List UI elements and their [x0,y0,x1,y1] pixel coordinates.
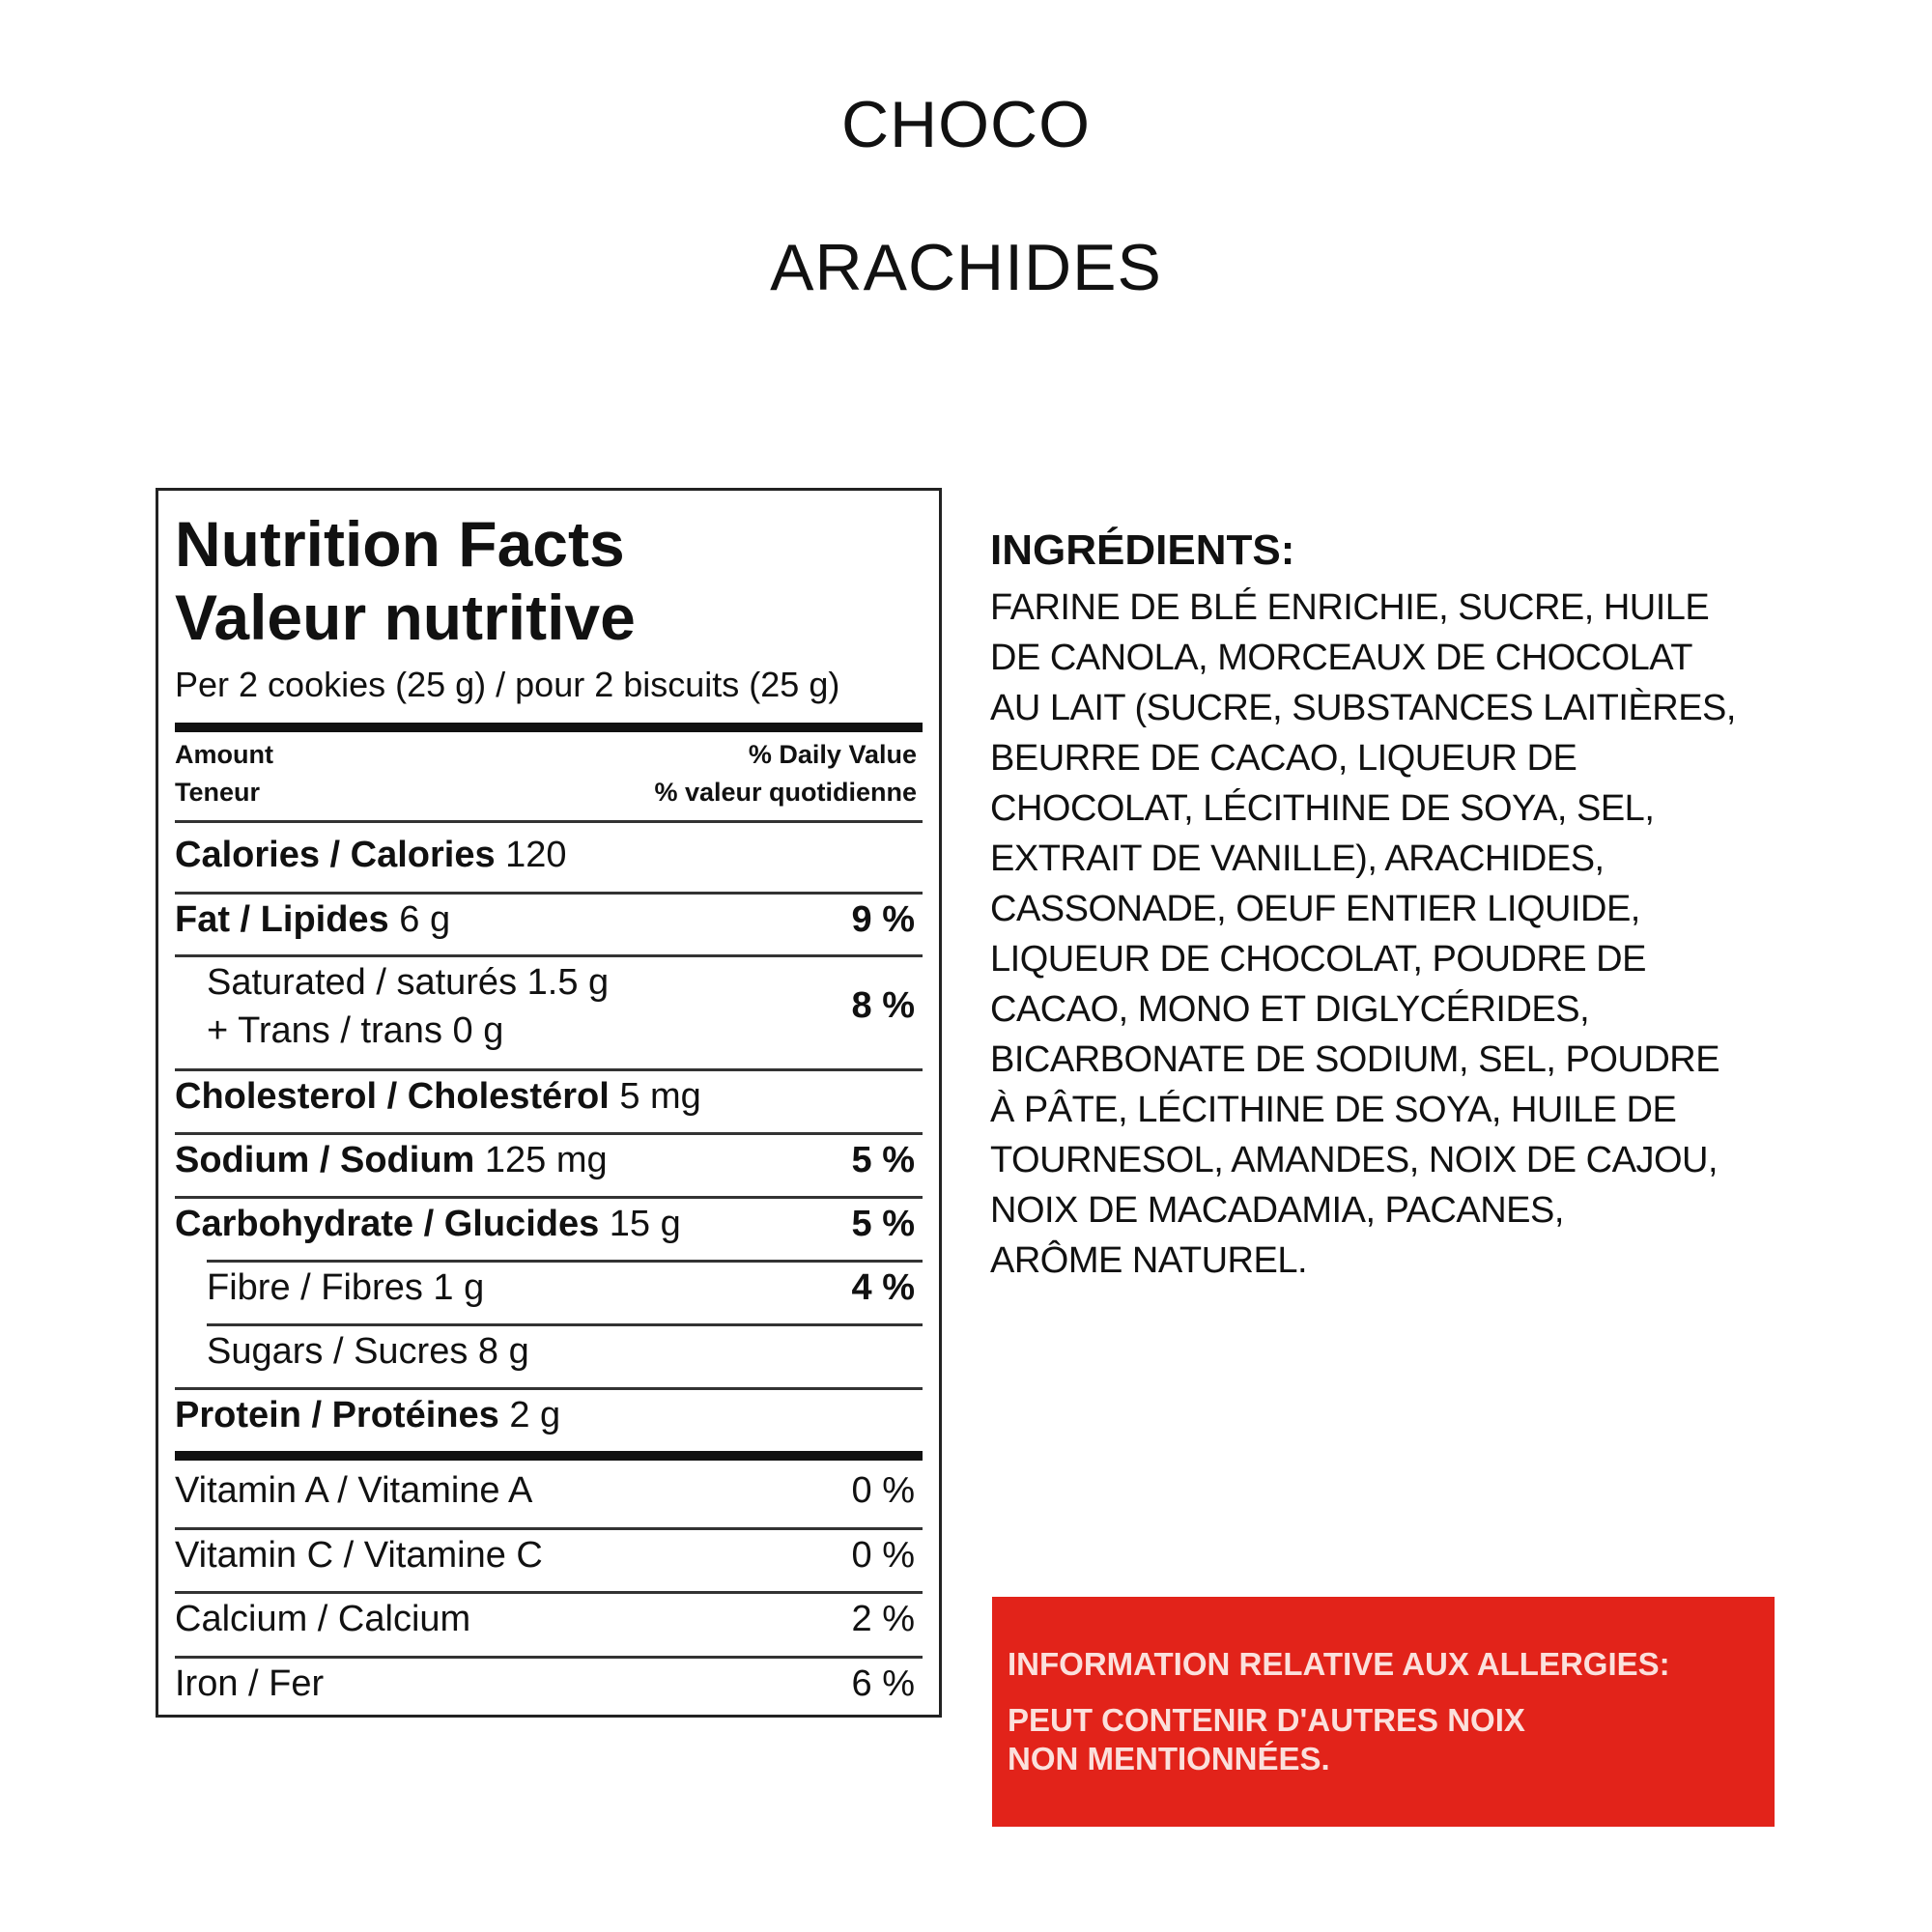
nutrient-daily-value: 8 % [851,985,915,1026]
daily-value-header-fr: % valeur quotidienne [654,778,917,807]
serving-size: Per 2 cookies (25 g) / pour 2 biscuits (25 g) [175,665,840,704]
nutrient-value: 0 g [452,1010,504,1051]
nutrition-title-en: Nutrition Facts [175,508,625,580]
thick-divider [175,723,923,732]
vitamin-label: Vitamin C / Vitamine C [175,1535,543,1576]
nutrient-label: Calories / Calories [175,835,496,875]
nutrient-label: Cholesterol / Cholestérol [175,1076,610,1117]
thick-divider [175,1451,923,1461]
allergy-heading: INFORMATION RELATIVE AUX ALLERGIES: [1008,1646,1670,1682]
ingredients-line: AU LAIT (SUCRE, SUBSTANCES LAITIÈRES, [990,688,1736,728]
ingredients-line: BEURRE DE CACAO, LIQUEUR DE [990,738,1577,779]
nutrient-daily-value: 9 % [851,899,915,940]
nutrition-title-fr: Valeur nutritive [175,582,636,653]
allergy-text-line-2: NON MENTIONNÉES. [1008,1741,1330,1776]
ingredients-line: EXTRAIT DE VANILLE), ARACHIDES, [990,838,1605,879]
ingredients-line: NOIX DE MACADAMIA, PACANES, [990,1190,1564,1231]
nutrient-value: 1 g [433,1267,485,1308]
ingredients-heading: INGRÉDIENTS: [990,526,1295,574]
divider [175,1656,923,1659]
nutrient-label: Fibre / Fibres [207,1267,423,1308]
nutrient-daily-value: 5 % [851,1140,915,1180]
daily-value-header-en: % Daily Value [748,740,917,769]
ingredients-line: DE CANOLA, MORCEAUX DE CHOCOLAT [990,638,1693,678]
divider [175,1527,923,1530]
nutrient-value: 5 mg [619,1076,701,1117]
nutrient-label: Sodium / Sodium [175,1140,475,1180]
divider [175,1387,923,1390]
vitamin-daily-value: 2 % [851,1599,915,1639]
ingredients-line: CASSONADE, OEUF ENTIER LIQUIDE, [990,889,1640,929]
ingredients-line: À PÂTE, LÉCITHINE DE SOYA, HUILE DE [990,1090,1677,1130]
divider [175,892,923,895]
ingredients-line: CACAO, MONO ET DIGLYCÉRIDES, [990,989,1590,1030]
divider [175,1196,923,1199]
amount-header-en: Amount [175,740,273,769]
ingredients-line: TOURNESOL, AMANDES, NOIX DE CAJOU, [990,1140,1719,1180]
vitamin-daily-value: 0 % [851,1535,915,1576]
nutrition-facts-panel [156,488,942,1718]
product-name-line-2: ARACHIDES [770,231,1162,304]
nutrient-label: Sugars / Sucres [207,1331,469,1372]
amount-header-fr: Teneur [175,778,261,807]
vitamin-label: Calcium / Calcium [175,1599,471,1639]
nutrient-value: 2 g [509,1395,561,1435]
divider [207,1260,923,1263]
ingredients-line: LIQUEUR DE CHOCOLAT, POUDRE DE [990,939,1646,980]
divider [175,1068,923,1071]
nutrient-label: Fat / Lipides [175,899,389,940]
nutrient-label: Carbohydrate / Glucides [175,1204,600,1244]
ingredients-line: BICARBONATE DE SODIUM, SEL, POUDRE [990,1039,1720,1080]
divider [175,1591,923,1594]
vitamin-label: Iron / Fer [175,1663,325,1704]
product-name-line-1: CHOCO [840,88,1092,161]
divider [175,1132,923,1135]
nutrient-value: 8 g [477,1331,529,1372]
nutrient-label: Saturated / saturés [207,962,518,1003]
ingredients-line: CHOCOLAT, LÉCITHINE DE SOYA, SEL, [990,788,1655,829]
ingredients-line: FARINE DE BLÉ ENRICHIE, SUCRE, HUILE [990,587,1710,628]
allergy-info-box [992,1597,1775,1827]
ingredients-block [990,526,1802,1286]
divider [175,954,923,957]
divider [207,1323,923,1326]
vitamin-daily-value: 0 % [851,1470,915,1511]
nutrient-value: 1.5 g [526,962,610,1003]
divider [175,820,923,823]
nutrient-label: + Trans / trans [207,1010,442,1051]
vitamin-daily-value: 6 % [851,1663,915,1704]
nutrient-daily-value: 5 % [851,1204,915,1244]
vitamin-label: Vitamin A / Vitamine A [175,1470,533,1511]
allergy-text-line-1: PEUT CONTENIR D'AUTRES NOIX [1008,1702,1525,1738]
nutrient-value: 120 [505,835,567,875]
nutrient-value: 6 g [399,899,451,940]
nutrient-value: 15 g [609,1204,681,1244]
nutrient-label: Protein / Protéines [175,1395,499,1435]
nutrient-value: 125 mg [484,1140,608,1180]
ingredients-line: ARÔME NATUREL. [990,1240,1308,1281]
nutrient-daily-value: 4 % [851,1267,915,1308]
